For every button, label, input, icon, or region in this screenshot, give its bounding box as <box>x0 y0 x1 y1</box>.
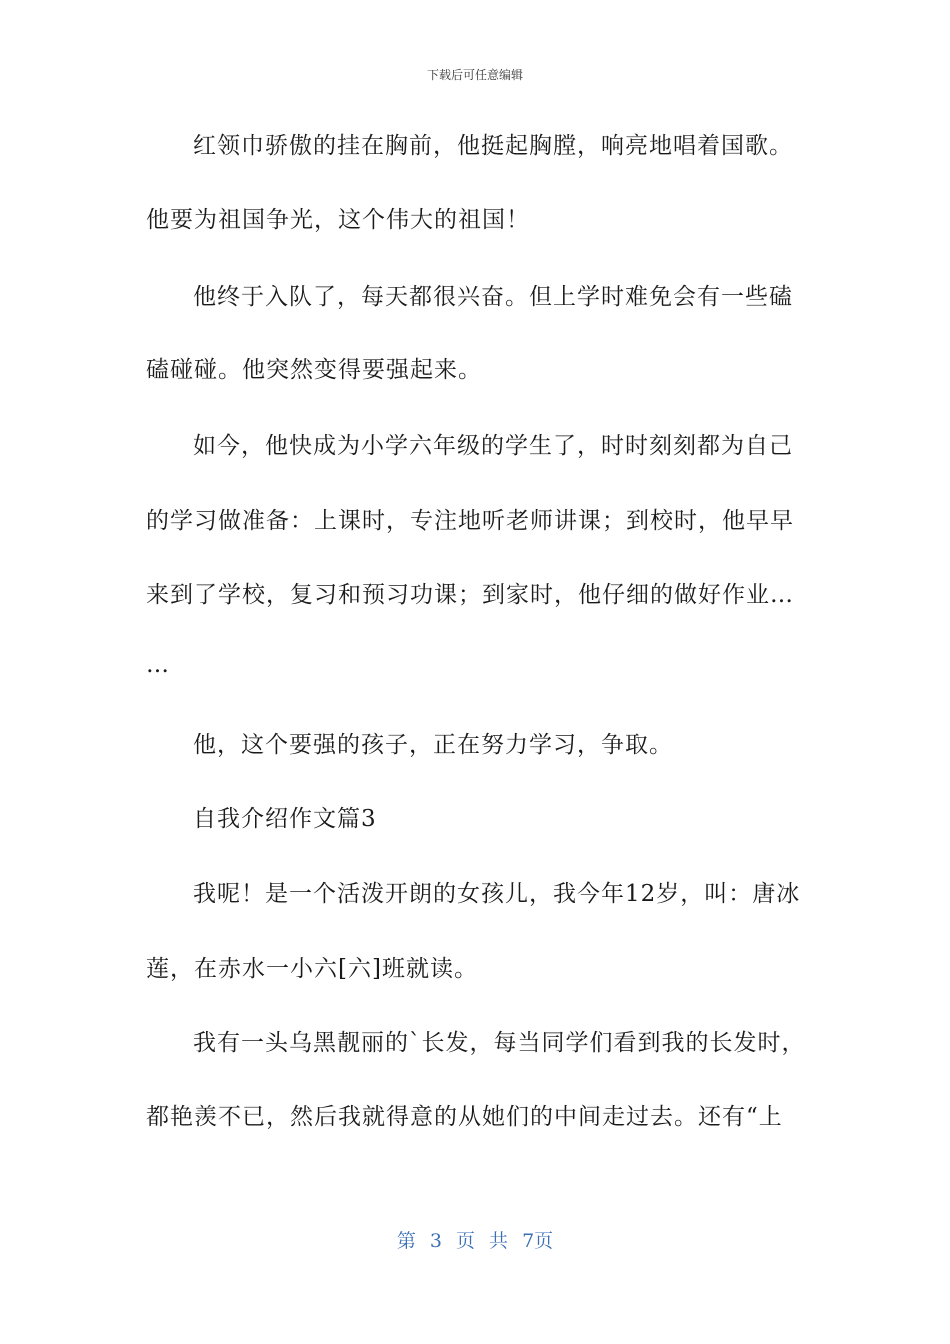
text-line: 他要为祖国争光，这个伟大的祖国！ <box>146 207 530 233</box>
page-number: 第 3 页 共 7页 <box>396 1230 554 1252</box>
text-line: 我呢！是一个活泼开朗的女孩儿，我今年12岁，叫：唐冰 <box>193 881 801 907</box>
text-line: 红领巾骄傲的挂在胸前，他挺起胸膛，响亮地唱着国歌。 <box>193 133 793 159</box>
text-line: 我有一头乌黑靓丽的`长发，每当同学们看到我的长发时， <box>193 1030 806 1056</box>
text-line: 他，这个要强的孩子，正在努力学习，争取。 <box>193 732 673 758</box>
text-line: … <box>146 652 170 678</box>
text-line: 磕碰碰。他突然变得要强起来。 <box>146 357 482 383</box>
text-line: 都艳羡不已，然后我就得意的从她们的中间走过去。还有“上 <box>146 1104 783 1130</box>
text-line: 的学习做准备：上课时，专注地听老师讲课；到校时，他早早 <box>146 508 794 534</box>
text-line: 他终于入队了，每天都很兴奋。但上学时难免会有一些磕 <box>193 284 793 310</box>
text-line: 来到了学校，复习和预习功课；到家时，他仔细的做好作业… <box>146 582 794 608</box>
header-note: 下载后可任意编辑 <box>426 68 523 82</box>
text-line: 莲，在赤水一小六[六]班就读。 <box>146 956 478 982</box>
section-heading: 自我介绍作文篇3 <box>193 806 377 832</box>
text-line: 如今，他快成为小学六年级的学生了，时时刻刻都为自己 <box>193 433 793 459</box>
